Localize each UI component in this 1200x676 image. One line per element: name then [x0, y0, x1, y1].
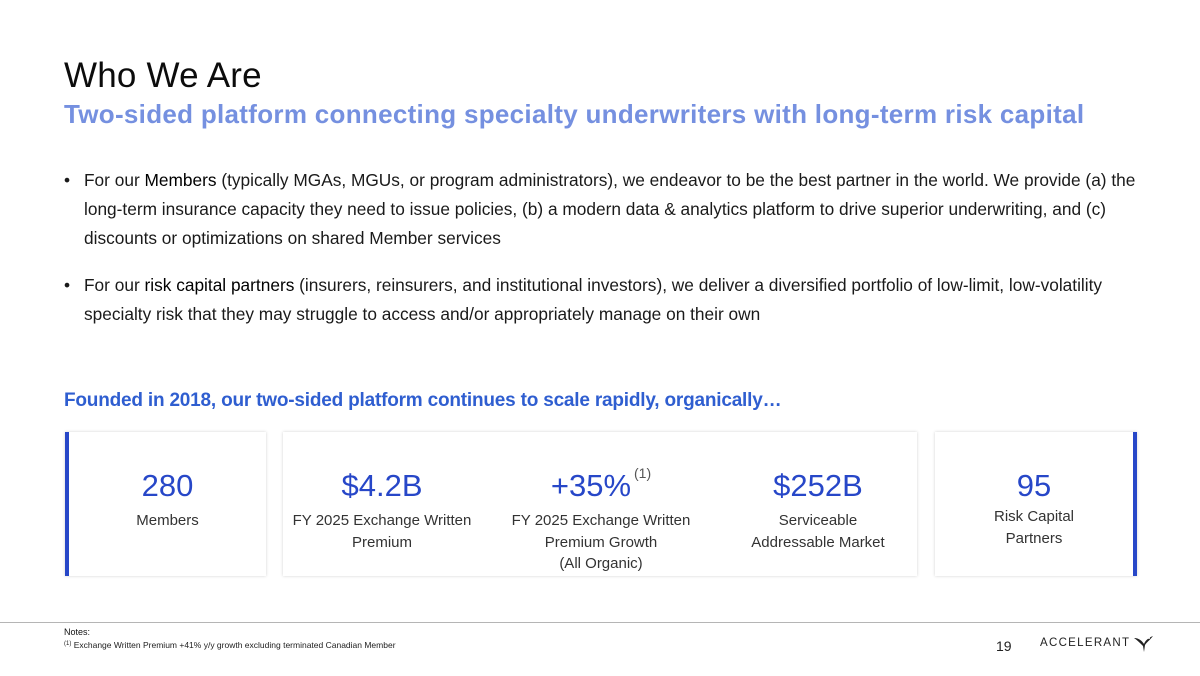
metric-label-line: Serviceable	[778, 512, 858, 529]
notes-title: Notes:	[64, 627, 91, 637]
metric-value: 280	[141, 468, 194, 503]
bullet-members	[64, 166, 1144, 253]
metric-value: 95	[1016, 468, 1052, 503]
bullet-prefix: For our	[84, 170, 145, 190]
bullet-text: (insurers, reinsurers, and institutional investors), we deliver a diversified portfolio of low-limit, low-volatility specialty risk that they may struggle to access and/or appropriately manage on their own	[84, 275, 1103, 324]
metric-label	[501, 510, 701, 575]
bullet-dot: •	[64, 170, 71, 190]
slide-subtitle: Two-sided platform connecting specialty underwriters with long-term risk capital	[64, 99, 1085, 129]
footer-divider	[0, 622, 1200, 623]
bullet-list	[64, 166, 1144, 347]
metric-label: Members	[136, 512, 199, 529]
slide-title: Who We Are	[64, 56, 262, 95]
bullet-highlight: risk capital partners	[144, 275, 295, 295]
metric-label	[935, 506, 1133, 549]
footnote-marker: (1)	[64, 641, 72, 647]
metric-card-platform	[283, 432, 917, 576]
metric-label	[718, 510, 918, 553]
footnote-marker: (1)	[634, 465, 652, 481]
metric-value: +35%	[550, 468, 632, 503]
metric-label-line: Premium Growth	[544, 533, 658, 551]
metric-label-line: FY 2025 Exchange Written	[511, 512, 691, 529]
metric-label-line: Risk Capital	[993, 508, 1075, 525]
bullet-highlight: Members	[144, 170, 217, 190]
hummingbird-icon	[1132, 632, 1154, 654]
bullet-risk-capital	[64, 271, 1144, 329]
metric-label-line: Partners	[1005, 529, 1063, 547]
logo-wordmark: ACCELERANT	[1040, 637, 1131, 649]
founded-heading: Founded in 2018, our two-sided platform continues to scale rapidly, organically…	[64, 390, 782, 411]
metric-label-line: (All Organic)	[559, 555, 643, 572]
bullet-prefix: For our	[84, 275, 145, 295]
metric-value-wrap	[501, 465, 701, 509]
bullet-text: (typically MGAs, MGUs, or program administrators), we endeavor to be the best partner in the world. We provide (a) the long-term insurance capacity they need to issue policies, (b) a modern data & analytics platform to drive superior underwriting, and (c) discounts or optimizations on shared Member services	[84, 170, 1136, 248]
footnote	[64, 640, 396, 650]
metric-label: FY 2025 Exchange Written Premium	[292, 512, 472, 551]
metric-label-line: Addressable Market	[751, 533, 885, 551]
page-number: 19	[996, 638, 1012, 654]
metric-card-risk-capital	[935, 432, 1137, 576]
metric-value: $252B	[773, 468, 863, 503]
metric-value: $4.2B	[341, 468, 423, 503]
company-logo	[1040, 632, 1154, 654]
bullet-dot: •	[64, 275, 71, 295]
footnote-text: Exchange Written Premium +41% y/y growth excluding terminated Canadian Member	[71, 640, 396, 650]
metric-card-members	[65, 432, 266, 576]
